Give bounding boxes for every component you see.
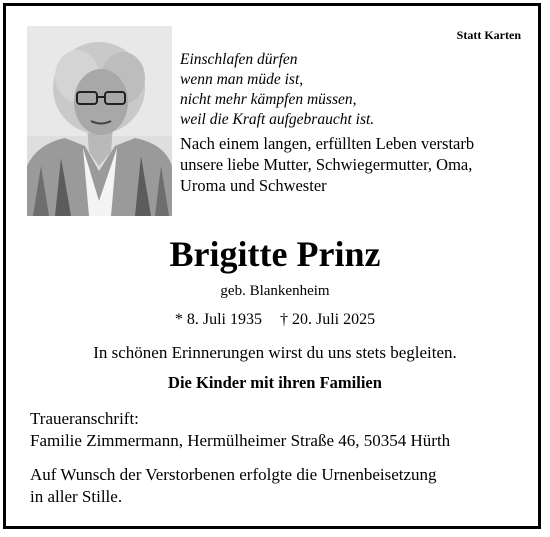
intro-text <box>180 133 474 196</box>
intro-line: Nach einem langen, erfüllten Leben verstarb <box>180 134 475 153</box>
memory-line: In schönen Erinnerungen wirst du uns stets begleiten. <box>93 343 457 362</box>
maiden-name: geb. Blankenheim <box>220 283 330 299</box>
poem-line: Einschlafen dürfen <box>180 51 298 68</box>
intro-line: Uroma und Schwester <box>180 176 327 195</box>
note-line: Auf Wunsch der Verstorbenen erfolgte die Urnenbeisetzung <box>30 465 437 484</box>
poem-line: weil die Kraft aufgebraucht ist. <box>180 111 375 128</box>
death-date: † 20. Juli 2025 <box>280 311 376 328</box>
poem-line: wenn man müde ist, <box>180 71 304 88</box>
statt-karten-label: Statt Karten <box>456 28 521 42</box>
signature: Die Kinder mit ihren Familien <box>168 373 382 392</box>
poem-line: nicht mehr kämpfen müssen, <box>180 91 357 108</box>
address-line: Familie Zimmermann, Hermülheimer Straße 46, 50354 Hürth <box>30 431 451 450</box>
mourning-address <box>30 408 450 452</box>
deceased-name: Brigitte Prinz <box>169 234 381 274</box>
birth-date: * 8. Juli 1935 <box>174 311 262 328</box>
note-line: in aller Stille. <box>30 487 123 506</box>
poem <box>180 50 374 130</box>
portrait-photo <box>27 26 172 216</box>
life-dates <box>0 310 550 330</box>
burial-note <box>30 464 437 508</box>
intro-line: unsere liebe Mutter, Schwiegermutter, Oma, <box>180 155 473 174</box>
address-label: Traueranschrift: <box>30 409 139 428</box>
